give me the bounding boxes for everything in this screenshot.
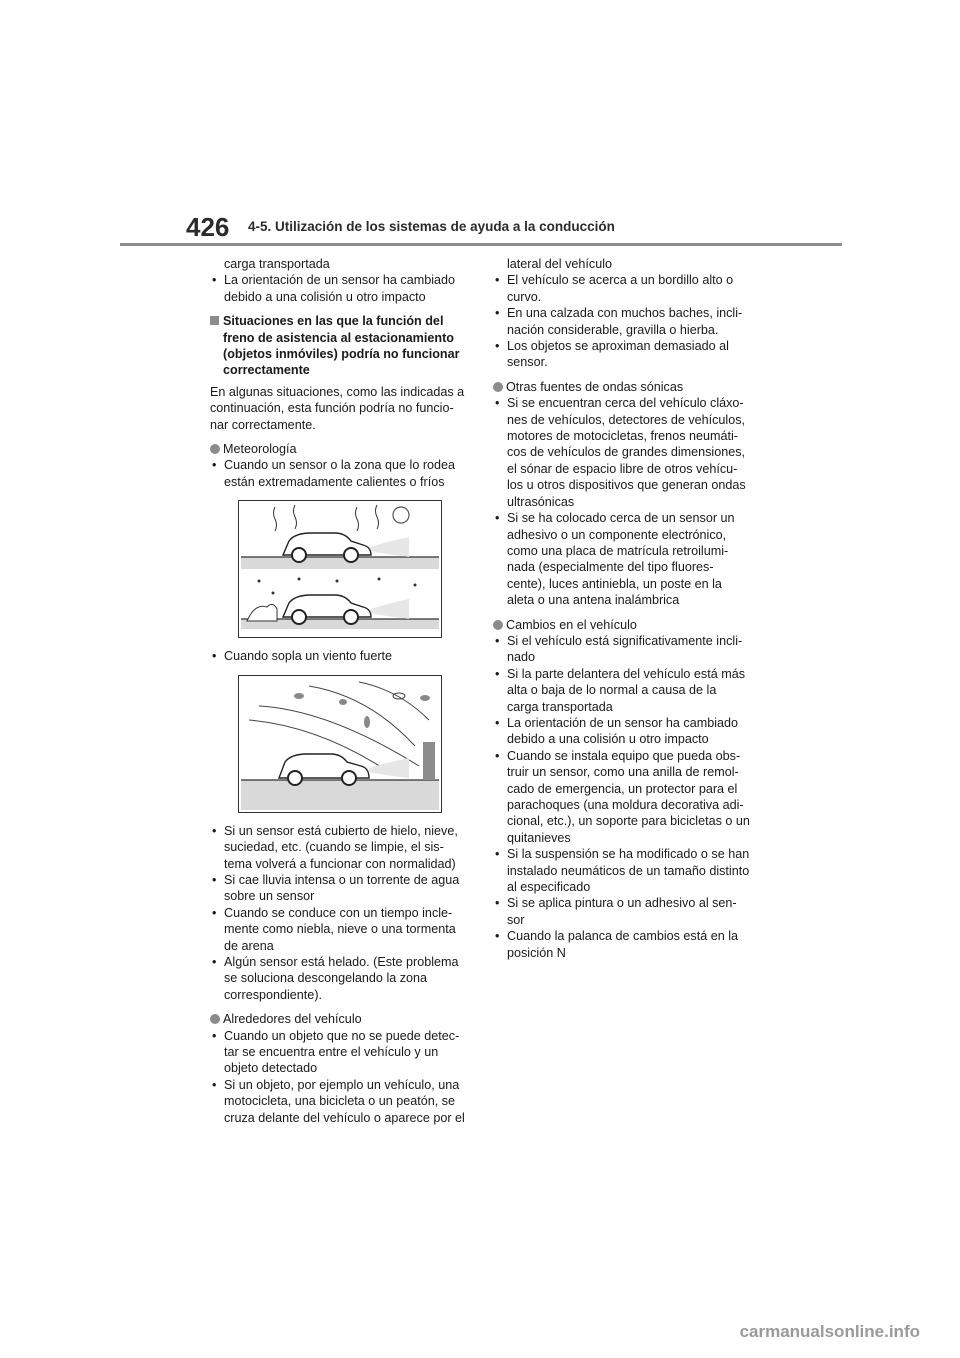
list-item: • Cuando sopla un viento fuerte (210, 648, 468, 664)
list-item: • Si un objeto, por ejemplo un vehículo, una motocicleta, una bicicleta o un peatón, se cruza delante del vehículo o aparece por el (210, 1077, 468, 1126)
list-item: • Cuando un sensor o la zona que lo rodea están extremadamente calientes o fríos (210, 457, 468, 490)
list-item: • Si se aplica pintura o un adhesivo al sen-sor (493, 895, 751, 928)
list-item: • Cuando se instala equipo que pueda obs-truir un sensor, como una anilla de remol-cado de emergencia, un protector para el parachoques (una moldura decorativa adi-cional, etc.), un soporte para bicicletas o un quitanieves (493, 748, 751, 846)
list-item: • Cuando un objeto que no se puede detec-tar se encuentra entre el vehículo y un objeto detectado (210, 1028, 468, 1077)
category-surroundings: Alrededores del vehículo (210, 1011, 468, 1027)
list-item: • Los objetos se aproximan demasiado al sensor. (493, 338, 751, 371)
list-item: • Cuando se conduce con un tiempo incle-mente como niebla, nieve o una tormenta de arena (210, 905, 468, 954)
list-item: • En una calzada con muchos baches, incli-nación considerable, gravilla o hierba. (493, 305, 751, 338)
intro-paragraph: En algunas situaciones, como las indicadas a continuación, esta función podría no funcio-nar correctamente. (210, 384, 465, 432)
list-item: • La orientación de un sensor ha cambiado debido a una colisión u otro impacto (210, 272, 468, 305)
figure-strong-wind (238, 675, 442, 813)
right-column (493, 256, 751, 961)
continued-text: carga transportada (224, 257, 330, 271)
list-item: • Cuando la palanca de cambios está en la posición N (493, 928, 751, 961)
watermark: carmanualsonline.info (739, 1322, 920, 1341)
category-sonic-sources: Otras fuentes de ondas sónicas (493, 379, 751, 395)
section-title: 4-5. Utilización de los sistemas de ayuda a la conducción (248, 219, 615, 234)
list-item: • Si un sensor está cubierto de hielo, nieve, suciedad, etc. (cuando se limpie, el sis-tema volverá a funcionar con normalidad) (210, 823, 468, 872)
continued-text: lateral del vehículo (507, 257, 613, 271)
illustration-strong-wind (239, 676, 441, 812)
list-item: • Si se ha colocado cerca de un sensor un adhesivo o un componente electrónico, como una placa de matrícula retroilumi-nada (especialmente del tipo fluores-cente), luces antiniebla, un poste en la aleta o una antena inalámbrica (493, 510, 751, 608)
list-item: • Si el vehículo está significativamente incli-nado (493, 633, 751, 666)
subheading: Situaciones en las que la función del freno de asistencia al estacionamiento (objetos inmóviles) podría no funcionar correctamente (210, 313, 468, 379)
list-item: • Si la parte delantera del vehículo está más alta o baja de lo normal a causa de la carga transportada (493, 666, 751, 715)
list-item: • Algún sensor está helado. (Este problema se soluciona descongelando la zona correspondiente). (210, 954, 468, 1003)
category-weather: Meteorología (210, 441, 468, 457)
figure-hot-cold (238, 500, 442, 638)
header-rule (120, 243, 842, 246)
illustration-hot-cold (239, 501, 441, 637)
list-item: • Si cae lluvia intensa o un torrente de agua sobre un sensor (210, 872, 468, 905)
left-column (210, 256, 468, 1126)
list-item: • Si se encuentran cerca del vehículo cláxo-nes de vehículos, detectores de vehículos, motores de motocicletas, frenos neumáti-cos de vehículos de grandes dimensiones, el sónar de espacio libre de otros vehícu-los u otros dispositivos que generan ondas ultrasónicas (493, 395, 751, 510)
page-number: 426 (186, 212, 230, 242)
list-item: • La orientación de un sensor ha cambiado debido a una colisión u otro impacto (493, 715, 751, 748)
category-vehicle-changes: Cambios en el vehículo (493, 617, 751, 633)
list-item: • El vehículo se acerca a un bordillo alto o curvo. (493, 272, 751, 305)
list-item: • Si la suspensión se ha modificado o se han instalado neumáticos de un tamaño distinto al especificado (493, 846, 751, 895)
